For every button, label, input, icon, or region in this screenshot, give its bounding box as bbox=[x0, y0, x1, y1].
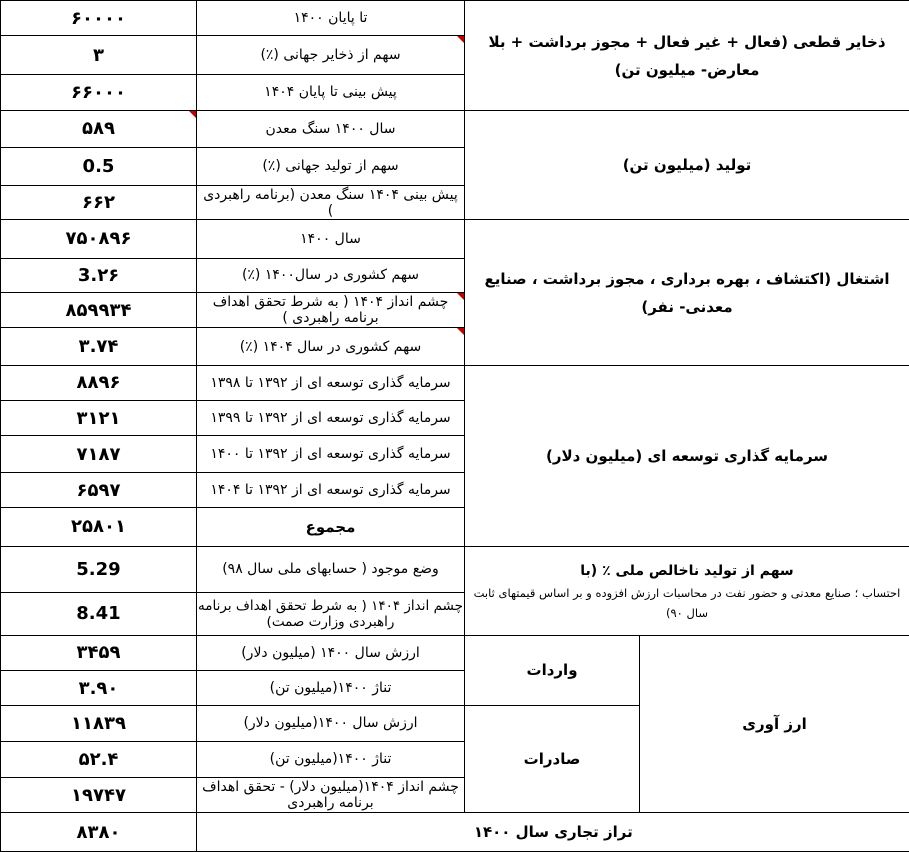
investment-desc-3: سرمایه گذاری توسعه ای از ۱۳۹۲ تا ۱۴۰۰ bbox=[197, 436, 465, 472]
production-category: تولید (میلیون تن) bbox=[465, 111, 909, 220]
table-row bbox=[1, 111, 909, 147]
employment-value-3: ۸۵۹۹۳۴ bbox=[1, 293, 197, 328]
employment-value-2: 3.۲۶ bbox=[1, 258, 197, 292]
table-row bbox=[1, 546, 909, 592]
investment-total-value: ۲۵۸۰۱ bbox=[1, 508, 197, 546]
reserves-desc-2: سهم از ذخایر جهانی (٪) bbox=[197, 36, 465, 74]
trade-balance-label: تراز تجاری سال ۱۴۰۰ bbox=[197, 813, 909, 852]
exports-value-1: ۱۱۸۳۹ bbox=[1, 706, 197, 741]
employment-desc-1: سال ۱۴۰۰ bbox=[197, 220, 465, 258]
trade-balance-value: ۸۳۸۰ bbox=[1, 813, 197, 852]
investment-value-4: ۶۵۹۷ bbox=[1, 472, 197, 507]
employment-desc-2: سهم کشوری در سال۱۴۰۰ (٪) bbox=[197, 258, 465, 292]
table-row bbox=[1, 365, 909, 400]
exports-label: صادرات bbox=[465, 706, 640, 813]
investment-desc-2: سرمایه گذاری توسعه ای از ۱۳۹۲ تا ۱۳۹۹ bbox=[197, 401, 465, 436]
production-desc-1: سال ۱۴۰۰ سنگ معدن bbox=[197, 111, 465, 147]
employment-category: اشتغال (اکتشاف ، بهره برداری ، مجوز برداشت ، صنایع معدنی- نفر) bbox=[465, 220, 909, 366]
reserves-value-3: ۶۶۰۰۰ bbox=[1, 74, 197, 110]
table-row bbox=[1, 1, 909, 36]
production-value-2: 0.5 bbox=[1, 147, 197, 185]
imports-desc-1: ارزش سال ۱۴۰۰ (میلیون دلار) bbox=[197, 635, 465, 670]
forex-category: ارز آوری bbox=[640, 635, 909, 813]
imports-label: واردات bbox=[465, 635, 640, 706]
gdp-share-desc-1: وضع موجود ( حسابهای ملی سال ۹۸) bbox=[197, 546, 465, 592]
investment-value-2: ۳۱۲۱ bbox=[1, 401, 197, 436]
employment-value-1: ۷۵۰۸۹۶ bbox=[1, 220, 197, 258]
investment-category: سرمایه گذاری توسعه ای (میلیون دلار) bbox=[465, 365, 909, 546]
comment-marker bbox=[189, 111, 196, 118]
employment-desc-3: چشم انداز ۱۴۰۴ ( به شرط تحقق اهداف برنامه راهبردی ) bbox=[197, 293, 465, 328]
table-row bbox=[1, 635, 909, 670]
imports-value-1: ۳۴۵۹ bbox=[1, 635, 197, 670]
exports-value-3: ۱۹۷۴۷ bbox=[1, 777, 197, 812]
gdp-share-value-2: 8.41 bbox=[1, 593, 197, 635]
production-value-3: ۶۶۲ bbox=[1, 185, 197, 219]
gdp-share-note: احتساب ؛ صنایع معدنی و حضور نفت در محاسبات ارزش افزوده و بر اساس قیمتهای ثابت سال ۹۰) bbox=[473, 585, 901, 620]
table-row bbox=[1, 220, 909, 258]
exports-desc-2: تناژ ۱۴۰۰(میلیون تن) bbox=[197, 741, 465, 777]
exports-desc-3: چشم انداز ۱۴۰۴(میلیون دلار) - تحقق اهداف برنامه راهبردی bbox=[197, 777, 465, 812]
production-desc-2: سهم از تولید جهانی (٪) bbox=[197, 147, 465, 185]
exports-desc-1: ارزش سال ۱۴۰۰(میلیون دلار) bbox=[197, 706, 465, 741]
exports-value-2: ۵۲.۴ bbox=[1, 741, 197, 777]
investment-desc-4: سرمایه گذاری توسعه ای از ۱۳۹۲ تا ۱۴۰۴ bbox=[197, 472, 465, 507]
reserves-value-1: ۶۰۰۰۰ bbox=[1, 1, 197, 36]
comment-marker bbox=[457, 36, 464, 43]
comment-marker bbox=[457, 293, 464, 300]
production-value-1: ۵۸۹ bbox=[1, 111, 197, 147]
investment-value-3: ۷۱۸۷ bbox=[1, 436, 197, 472]
employment-value-4: ۳.۷۴ bbox=[1, 328, 197, 365]
table-row bbox=[1, 813, 909, 852]
imports-desc-2: تناژ ۱۴۰۰(میلیون تن) bbox=[197, 670, 465, 705]
comment-marker bbox=[457, 328, 464, 335]
reserves-desc-1: تا پایان ۱۴۰۰ bbox=[197, 1, 465, 36]
gdp-share-category bbox=[465, 546, 909, 635]
gdp-share-title: سهم از تولید ناخالص ملی ٪ (با bbox=[580, 562, 794, 579]
gdp-share-desc-2: چشم انداز ۱۴۰۴ ( به شرط تحقق اهداف برنامه راهبردی وزارت صمت) bbox=[197, 593, 465, 635]
investment-desc-1: سرمایه گذاری توسعه ای از ۱۳۹۲ تا ۱۳۹۸ bbox=[197, 365, 465, 400]
gdp-share-value-1: 5.29 bbox=[1, 546, 197, 592]
reserves-category: ذخایر قطعی (فعال + غیر فعال + مجوز برداشت + بلا معارض- میلیون تن) bbox=[465, 1, 909, 111]
reserves-desc-3: پیش بینی تا پایان ۱۴۰۴ bbox=[197, 74, 465, 110]
investment-value-1: ۸۸۹۶ bbox=[1, 365, 197, 400]
production-desc-3: پیش بینی ۱۴۰۴ سنگ معدن (برنامه راهبردی ) bbox=[197, 185, 465, 219]
employment-desc-4: سهم کشوری در سال ۱۴۰۴ (٪) bbox=[197, 328, 465, 365]
investment-total-label: مجموع bbox=[197, 508, 465, 546]
reserves-value-2: ۳ bbox=[1, 36, 197, 74]
imports-value-2: ۳.۹۰ bbox=[1, 670, 197, 705]
